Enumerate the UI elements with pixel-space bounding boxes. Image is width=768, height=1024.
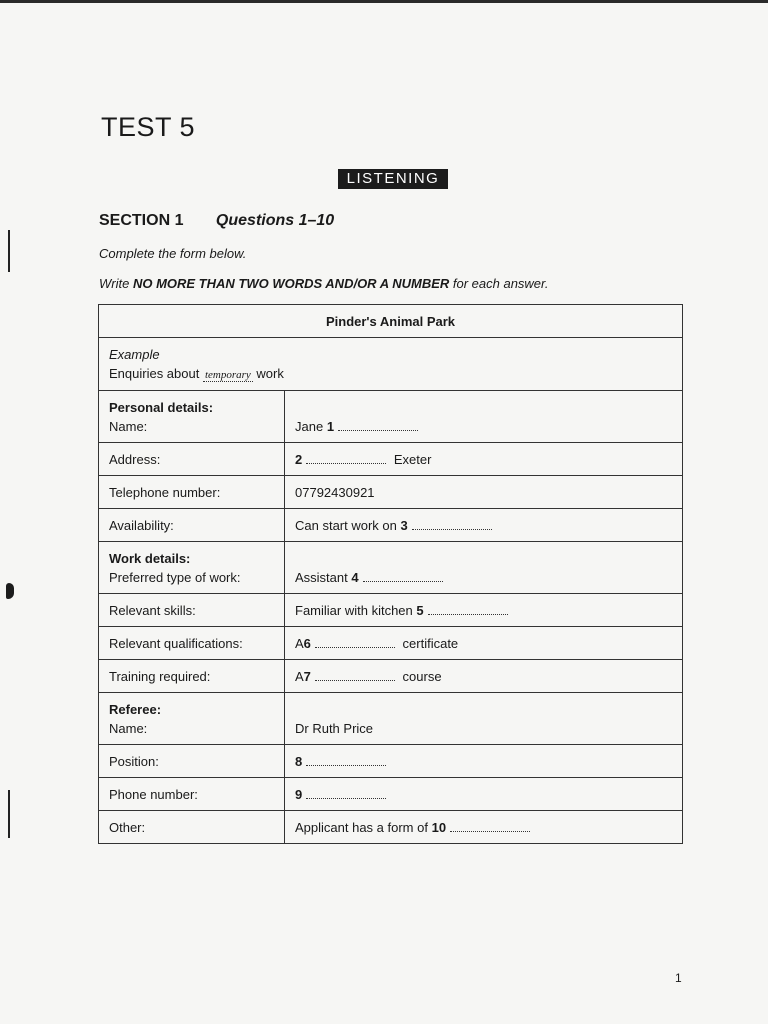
answer-blank-7[interactable] — [315, 670, 395, 681]
table-row — [99, 542, 683, 594]
test-title: TEST 5 — [101, 112, 196, 142]
scan-margin-blob — [6, 583, 14, 599]
table-row — [99, 391, 683, 443]
instruction-line-1: Complete the form below. — [99, 246, 247, 261]
table-row — [99, 509, 683, 542]
row-value — [285, 627, 683, 660]
form-title: Pinder's Animal Park — [99, 305, 683, 338]
row-value — [285, 542, 683, 594]
table-row — [99, 660, 683, 693]
instruction-text: Write — [99, 276, 133, 291]
table-row — [99, 811, 683, 844]
field-label: Position: — [99, 745, 285, 778]
answer-blank-2[interactable] — [306, 453, 386, 464]
instruction-line-2 — [99, 276, 549, 291]
value-text: certificate — [402, 635, 459, 651]
answer-blank-1[interactable] — [338, 420, 418, 431]
question-number: 4 — [351, 570, 359, 585]
field-label: Preferred type of work: — [109, 570, 241, 585]
page-number: 1 — [675, 971, 682, 985]
group-heading: Personal details: — [109, 400, 214, 415]
value-text: course — [402, 668, 442, 684]
module-label: LISTENING — [338, 169, 448, 189]
row-value — [285, 509, 683, 542]
answer-blank-4[interactable] — [363, 571, 443, 582]
table-row — [99, 693, 683, 745]
scan-top-edge — [0, 0, 768, 3]
questions-label: Questions 1–10 — [215, 212, 335, 229]
row-label — [99, 542, 285, 594]
question-number: 2 — [295, 451, 303, 467]
example-label: Example — [109, 347, 160, 362]
field-label: Relevant skills: — [99, 594, 285, 627]
question-number: 3 — [400, 517, 408, 533]
field-label: Name: — [109, 419, 148, 434]
value-text: Assistant — [295, 570, 348, 585]
row-value — [285, 660, 683, 693]
field-label: Other: — [99, 811, 285, 844]
row-value — [285, 778, 683, 811]
scan-margin-mark — [8, 230, 10, 272]
table-row — [99, 443, 683, 476]
table-row — [99, 745, 683, 778]
value-text: Applicant has a form of — [295, 819, 428, 835]
answer-blank-9[interactable] — [306, 788, 386, 799]
table-row — [99, 627, 683, 660]
row-value — [285, 745, 683, 778]
answer-blank-8[interactable] — [306, 755, 386, 766]
question-number: 5 — [416, 602, 424, 618]
table-row — [99, 594, 683, 627]
group-heading: Referee: — [109, 702, 162, 717]
row-label — [99, 391, 285, 443]
example-text: Enquiries about — [109, 366, 200, 381]
application-form-table — [98, 304, 683, 844]
value-text: A — [295, 635, 304, 651]
answer-blank-10[interactable] — [450, 821, 530, 832]
field-label: Telephone number: — [99, 476, 285, 509]
field-label: Address: — [99, 443, 285, 476]
section-heading — [99, 212, 334, 230]
field-label: Training required: — [99, 660, 285, 693]
value-text: Familiar with kitchen — [295, 602, 413, 618]
section-label: SECTION 1 — [99, 212, 184, 229]
value-text: Exeter — [393, 451, 432, 467]
example-answer: temporary — [204, 369, 251, 381]
answer-blank-6[interactable] — [315, 637, 395, 648]
row-value — [285, 811, 683, 844]
answer-blank-3[interactable] — [412, 519, 492, 530]
scan-margin-mark — [8, 790, 10, 838]
question-number: 9 — [295, 786, 303, 802]
question-number: 1 — [326, 419, 335, 434]
question-number: 7 — [303, 668, 311, 684]
example-row — [99, 338, 683, 391]
referee-name-value: Dr Ruth Price — [285, 693, 683, 745]
row-value — [285, 594, 683, 627]
field-label: Availability: — [99, 509, 285, 542]
question-number: 10 — [431, 819, 447, 835]
field-label: Name: — [109, 721, 148, 736]
field-label: Relevant qualifications: — [99, 627, 285, 660]
field-label: Phone number: — [99, 778, 285, 811]
value-text: Jane — [295, 419, 324, 434]
row-value — [285, 443, 683, 476]
group-heading: Work details: — [109, 551, 191, 566]
question-number: 6 — [303, 635, 311, 651]
question-number: 8 — [295, 753, 303, 769]
answer-blank-5[interactable] — [428, 604, 508, 615]
row-label — [99, 693, 285, 745]
telephone-value: 07792430921 — [285, 476, 683, 509]
instruction-text: for each answer. — [449, 276, 549, 291]
value-text: A — [295, 668, 304, 684]
table-row — [99, 476, 683, 509]
instruction-emphasis: NO MORE THAN TWO WORDS AND/OR A NUMBER — [132, 276, 450, 291]
example-text: work — [256, 366, 284, 381]
value-text: Can start work on — [295, 517, 397, 533]
table-row — [99, 778, 683, 811]
row-value — [285, 391, 683, 443]
